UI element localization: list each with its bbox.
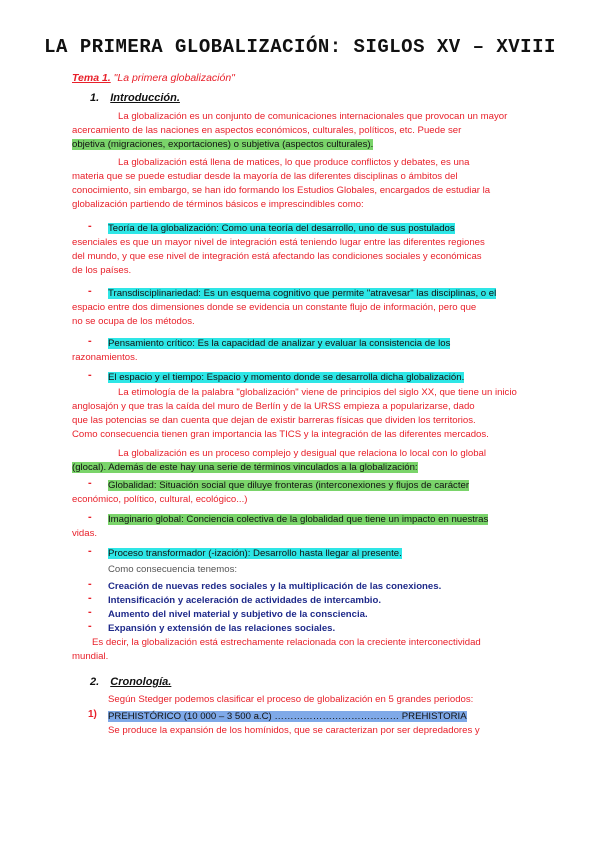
bullet-dash: - [88, 511, 92, 523]
text-line: Transdisciplinariedad: Es un esquema cognitivo que permite "atravesar" las disciplinas, o el [108, 288, 497, 299]
text-line: no se ocupa de los métodos. [72, 316, 195, 327]
bullet-dash: - [88, 578, 92, 590]
section-1-number: 1. [90, 92, 100, 104]
text-line: globalización partiendo de términos básicos e imprescindibles como: [72, 199, 364, 210]
text-line: objetiva (migraciones, exportaciones) o subjetiva (aspectos culturales). [72, 139, 374, 150]
text-line: PREHISTÓRICO (10 000 – 3 500 a.C) ………………………………… PREHISTORIA [108, 711, 467, 722]
text-line: La globalización es un conjunto de comunicaciones internacionales que provocan un mayor [118, 111, 508, 122]
text-line: esenciales es que un mayor nivel de integración está teniendo lugar entre las diferentes regiones [72, 237, 485, 248]
page-title: LA PRIMERA GLOBALIZACIÓN: SIGLOS XV – XVIII [44, 36, 556, 58]
text-line: La etimología de la palabra "globalización" viene de principios del siglo XX, que tiene un inicio [118, 387, 517, 398]
text-line: Pensamiento crítico: Es la capacidad de analizar y evaluar la consistencia de los [108, 338, 451, 349]
text-line: espacio entre dos dimensiones donde se evidencia un constante flujo de información, pero que [72, 302, 477, 313]
text-line: de los países. [72, 265, 132, 276]
text-line: La globalización está llena de matices, lo que produce conflictos y debates, es una [118, 157, 470, 168]
text-line: mundial. [72, 651, 109, 662]
text-line: Expansión y extensión de las relaciones sociales. [108, 623, 336, 634]
text-line: Aumento del nivel material y subjetivo de la consciencia. [108, 609, 368, 620]
text-line: anglosajón y que tras la caída del muro de Berlín y de la URSS empieza a popularizarse, dado [72, 401, 475, 412]
tema-heading [72, 72, 235, 85]
text-line: Según Stedger podemos clasificar el proceso de globalización en 5 grandes periodos: [108, 694, 474, 705]
text-line: Creación de nuevas redes sociales y la multiplicación de las conexiones. [108, 581, 442, 592]
text-line: que las potencias se dan cuenta que dejan de existir barreras físicas que dividen los territorios. [72, 415, 476, 426]
bullet-dash: - [88, 285, 92, 297]
bullet-dash: - [88, 606, 92, 618]
text-line: razonamientos. [72, 352, 138, 363]
text-line: Como consecuencia tienen gran importancia las TICS y la integración de las diferentes mercados. [72, 429, 489, 440]
text-line: económico, político, cultural, ecológico...) [72, 494, 248, 505]
bullet-dash: - [88, 335, 92, 347]
text-line: acercamiento de las naciones en aspectos económicos, culturales, políticos, etc. Puede ser [72, 125, 462, 136]
bullet-dash: - [88, 369, 92, 381]
text-line: Como consecuencia tenemos: [108, 564, 238, 575]
text-line: Intensificación y aceleración de actividades de intercambio. [108, 595, 381, 606]
section-1-title: Introducción. [110, 92, 180, 104]
list-number: 1) [88, 709, 97, 720]
text-line: Es decir, la globalización está estrechamente relacionada con la creciente interconectividad [92, 637, 481, 648]
text-line: Se produce la expansión de los homínidos, que se caracterizan por ser depredadores y [108, 725, 480, 736]
bullet-dash: - [88, 545, 92, 557]
section-2-heading [90, 676, 171, 689]
section-2-number: 2. [90, 676, 100, 688]
text-line: Teoría de la globalización: Como una teoría del desarrollo, uno de sus postulados [108, 223, 455, 234]
section-2-title: Cronología. [110, 676, 172, 688]
text-line: Imaginario global: Conciencia colectiva de la globalidad que tiene un impacto en nuestras [108, 514, 489, 525]
bullet-dash: - [88, 592, 92, 604]
text-line: vidas. [72, 528, 98, 539]
text-line: Globalidad: Situación social que diluye fronteras (interconexiones y flujos de carácter [108, 480, 470, 491]
text-line: conocimiento, sin embargo, se han ido formando los Estudios Globales, encargados de estudiar la [72, 185, 491, 196]
tema-name: "La primera globalización" [113, 72, 235, 84]
bullet-dash: - [88, 477, 92, 489]
bullet-dash: - [88, 620, 92, 632]
text-line: del mundo, y que ese nivel de integración está afectando las condiciones sociales y económicas [72, 251, 482, 262]
text-line: materia que se puede estudiar desde la mayoría de las diferentes disciplinas o ámbitos del [72, 171, 458, 182]
bullet-dash: - [88, 220, 92, 232]
text-line: Proceso transformador (-ización): Desarrollo hasta llegar al presente. [108, 548, 402, 559]
text-line: La globalización es un proceso complejo y desigual que relaciona lo local con lo global [118, 448, 486, 459]
tema-label: Tema 1. [72, 72, 111, 84]
section-1-heading [90, 92, 180, 105]
text-line: El espacio y el tiempo: Espacio y momento donde se desarrolla dicha globalización. [108, 372, 465, 383]
text-line: (glocal). Además de este hay una serie de términos vinculados a la globalización: [72, 462, 418, 473]
